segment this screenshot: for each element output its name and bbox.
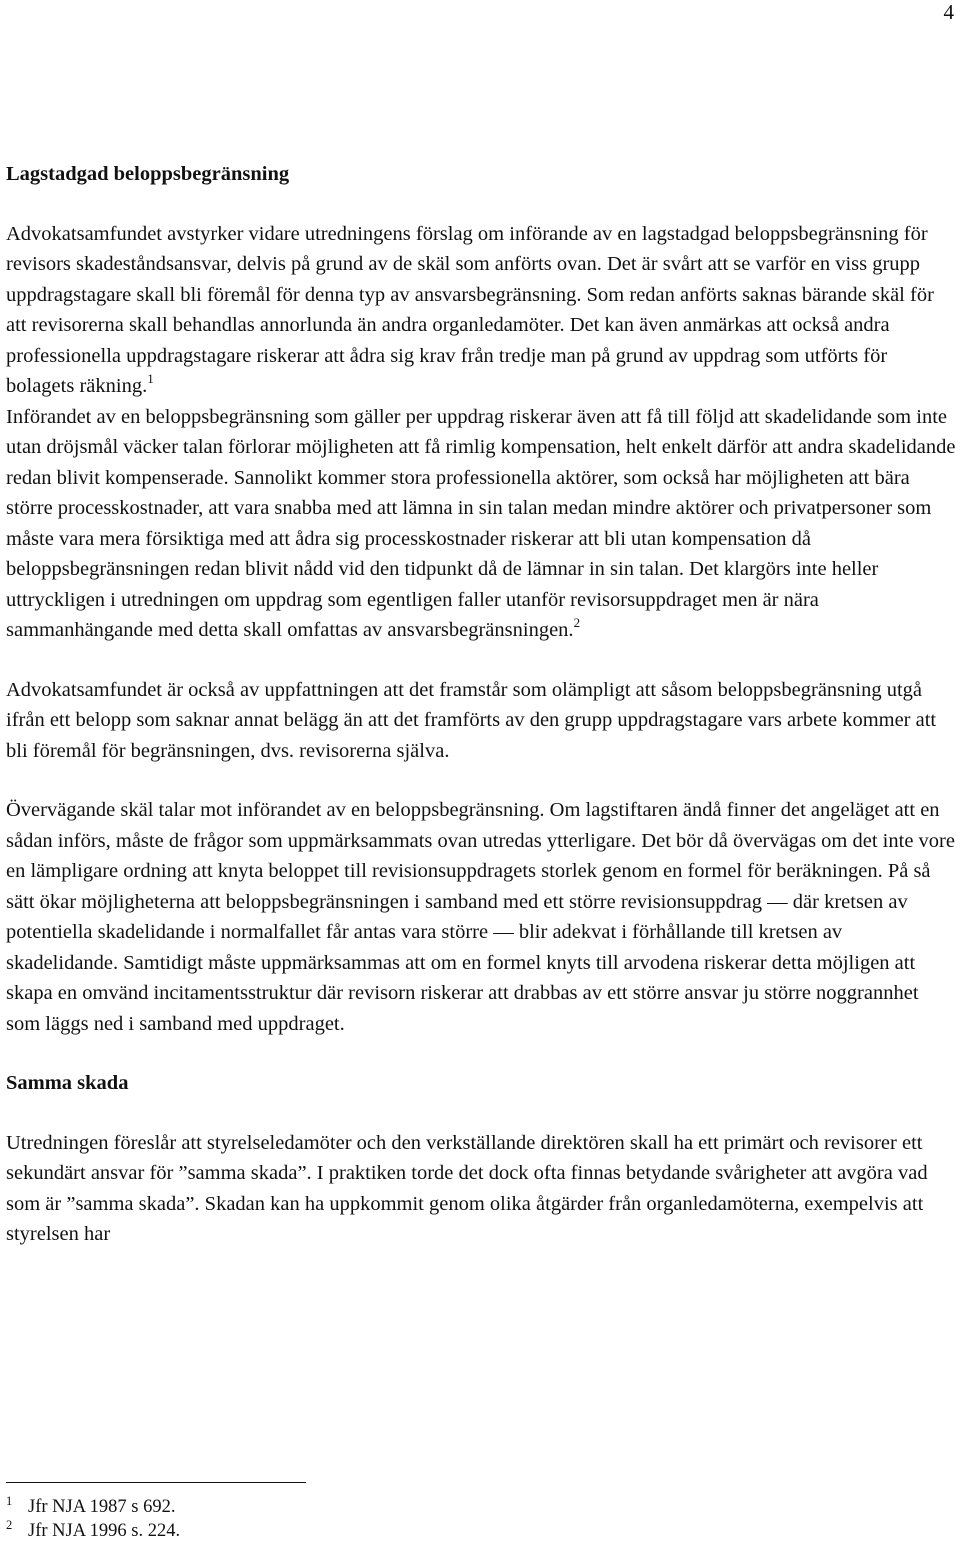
footnote-1: 1 Jfr NJA 1987 s 692. <box>6 1494 176 1517</box>
footnote-ref-2[interactable]: 2 <box>573 615 581 630</box>
paragraph-2 <box>6 402 956 646</box>
document-body <box>6 159 956 1250</box>
page-number: 4 <box>943 0 954 24</box>
paragraph-3: Advokatsamfundet är också av uppfattningen att det framstår som olämpligt att såsom beloppsbegränsning utgå ifrån ett belopp som saknar annat belägg än att det framförts av den grupp uppdragstagare vars arbete kommer att bli föremål för begränsningen, dvs. revisorerna själva. <box>6 678 937 762</box>
paragraph-1 <box>6 219 956 402</box>
footnote-ref-1[interactable]: 1 <box>147 371 154 386</box>
footnotes <box>6 1495 606 1543</box>
footnote-separator <box>6 1482 306 1483</box>
footnote-2-text: Jfr NJA 1996 s. 224. <box>28 1521 181 1541</box>
paragraph-1-text: Advokatsamfundet avstyrker vidare utredningens förslag om införande av en lagstadgad beloppsbegränsning för revisors skadeståndsansvar, delvis på grund av de skäl som anförts ovan. Det är svårt att se varför en viss grupp uppdragstagare skall bli föremål för denna typ av ansvarsbegränsning. Som redan anförts saknas bärande skäl för att revisorerna skall behandlas annorlunda än andra organledamöter. Det kan även anmärkas att också andra professionella uppdragstagare riskerar att ådra sig krav från tredje man på grund av uppdrag som utförts för bolagets räkning. <box>6 222 934 397</box>
paragraph-4: Övervägande skäl talar mot införandet av en beloppsbegränsning. Om lagstiftaren ändå finner det angeläget att en sådan införs, måste de frågor som uppmärksammats ovan utredas ytterligare. Det bör då övervägas om det inte vore en lämpligare ordning att knyta beloppet till revisionsuppdragets storlek genom en formel för beräkningen. På så sätt ökar möjligheterna att beloppsbegränsningen i samband med ett större revisionsuppdrag –– där kretsen av potentiella skadelidande i normalfallet får antas vara större –– blir adekvat i förhållande till kretsen av skadelidande. Samtidigt måste uppmärksammas att om en formel knyts till arvodena riskerar detta möjligen att skapa en omvänd incitamentsstruktur där revisorn riskerar att drabbas av ett större ansvar ju större noggrannhet som läggs ned i samband med uppdraget. <box>6 799 955 1035</box>
footnote-1-text: Jfr NJA 1987 s 692. <box>28 1497 176 1517</box>
section-heading-samma-skada: Samma skada <box>6 1072 129 1094</box>
paragraph-5: Utredningen föreslår att styrelseledamöter och den verkställande direktören skall ha ett primärt och revisorer ett sekundärt ansvar för ”samma skada”. I praktiken torde det dock ofta finnas betydande svårigheter att avgöra vad som är ”samma skada”. Skadan kan ha uppkommit genom olika åtgärder från organledamöterna, exempelvis att styrelsen har <box>6 1131 928 1245</box>
footnote-2: 2 Jfr NJA 1996 s. 224. <box>6 1518 181 1541</box>
paragraph-2-text: Införandet av en beloppsbegränsning som gäller per uppdrag riskerar även att få till följd att skadelidande som inte utan dröjsmål väcker talan förlorar möjligheten att få rimlig kompensation, helt enkelt därför att andra skadelidande redan blivit kompenserade. Sannolikt kommer stora professionella aktörer, som också har möjligheten att bära större processkostnader, att vara snabba med att lämna in sin talan medan mindre aktörer och privatpersoner som måste vara mera försiktiga med att ådra sig processkostnader riskerar att bli utan kompensation då beloppsbegränsningen redan blivit nådd vid den tidpunkt då de lämnar in sin talan. Det klargörs inte heller uttryckligen i utredningen om uppdrag som egentligen faller utanför revisorsuppdraget men är nära sammanhängande med detta skall omfattas av ansvarsbegränsningen. <box>6 405 956 641</box>
section-heading-lagstadgad: Lagstadgad beloppsbegränsning <box>6 163 290 185</box>
